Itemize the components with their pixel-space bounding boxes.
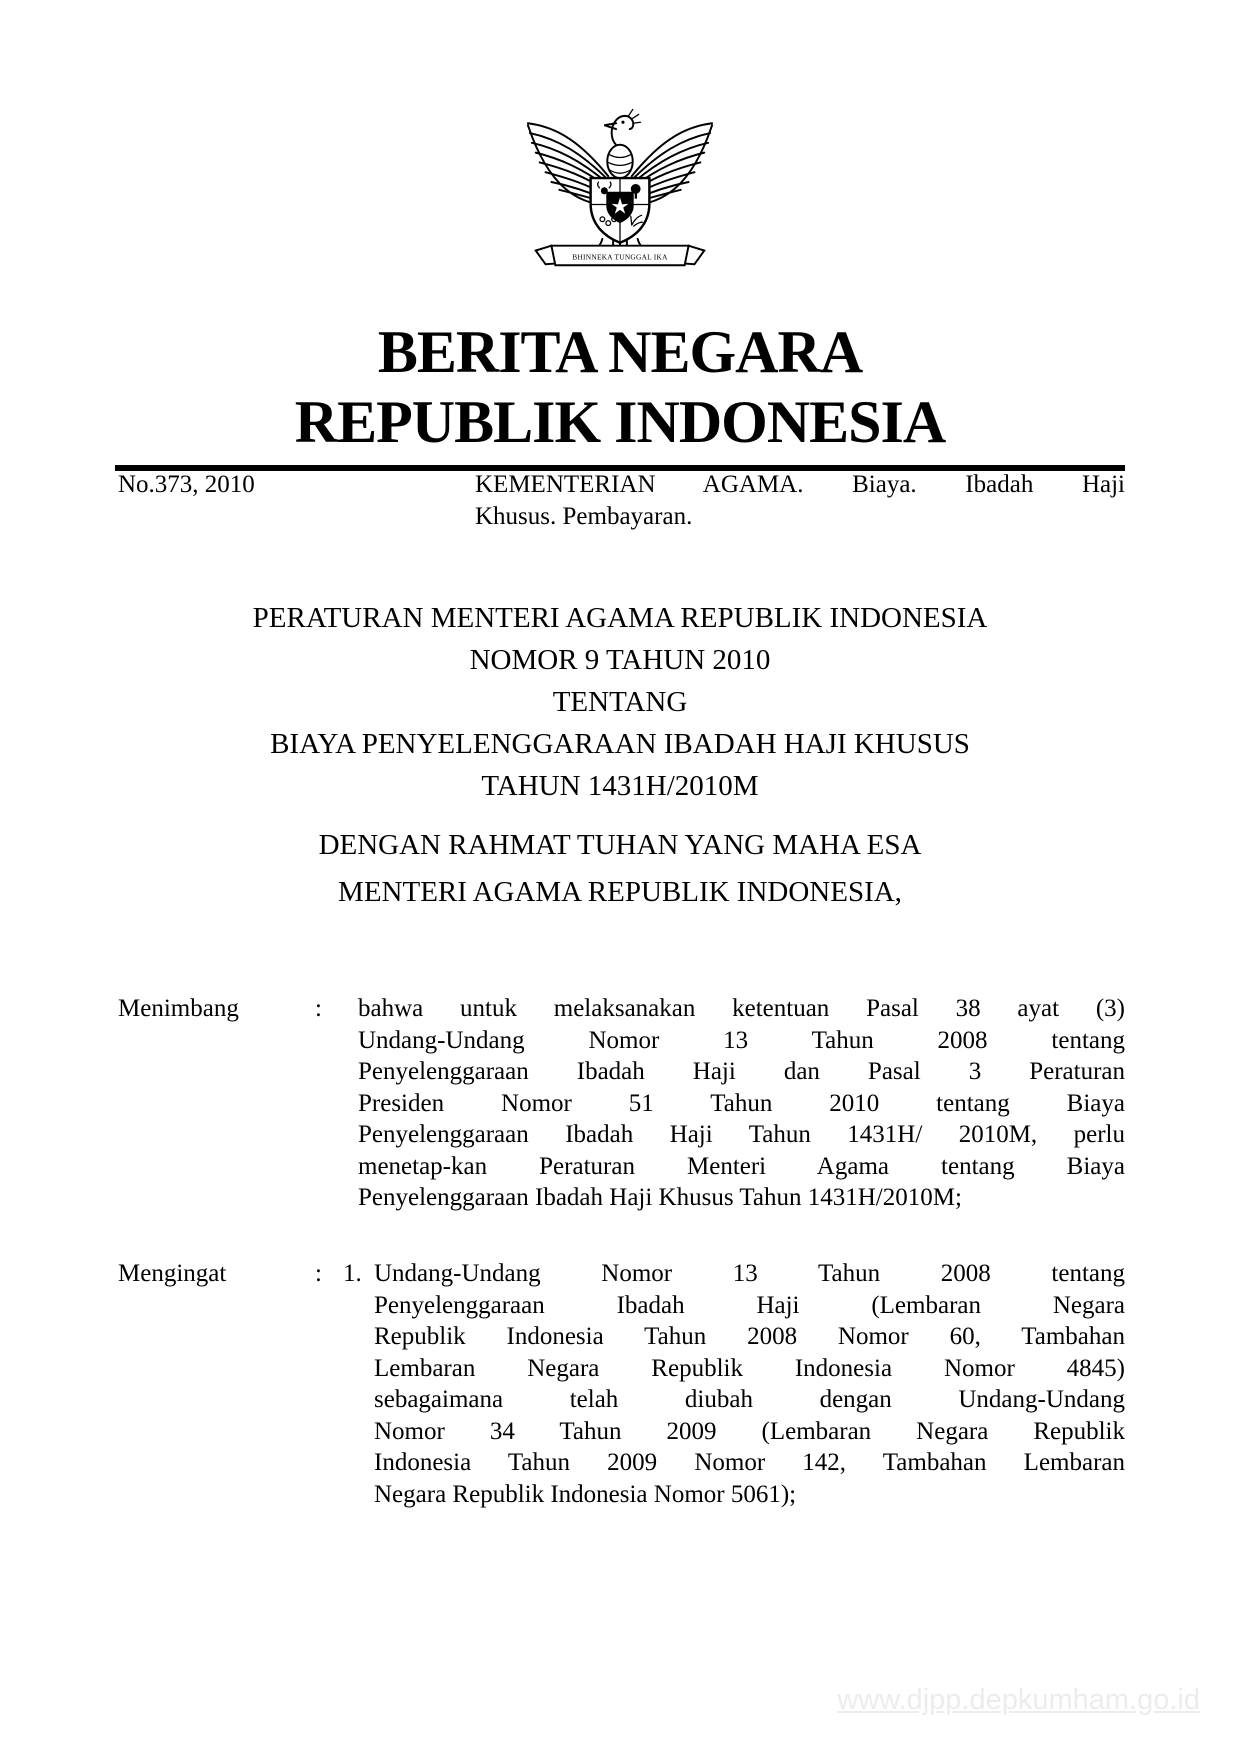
gazette-subject-line1: KEMENTERIAN AGAMA. Biaya. Ibadah Haji	[475, 471, 1125, 498]
heading-line: NOMOR 9 TAHUN 2010	[469, 644, 771, 676]
considerations-line: bahwa untuk melaksanakan ketentuan Pasal 38 ayat (3)	[358, 995, 1125, 1022]
legal-basis-line: Lembaran Negara Republik Indonesia Nomor 4845)	[374, 1354, 1125, 1382]
heading-line: PERATURAN MENTERI AGAMA REPUBLIK INDONESIA	[252, 602, 988, 634]
legal-basis-line: Indonesia Tahun 2009 Nomor 142, Tambahan Lembaran	[374, 1449, 1125, 1476]
considerations-line: Penyelenggaraan Ibadah Haji Khusus Tahun 1431H/2010M;	[358, 1184, 962, 1211]
gazette-masthead-title	[0, 317, 1240, 457]
regulation-heading	[0, 597, 1240, 807]
considerations-label: Menimbang	[118, 995, 239, 1022]
legal-basis-line: Nomor 34 Tahun 2009 (Lembaran Negara Republik	[374, 1417, 1125, 1445]
considerations-line: Penyelenggaraan Ibadah Haji Tahun 1431H/ 2010M, perlu	[358, 1121, 1125, 1148]
legal-basis-item-number: 1.	[343, 1260, 362, 1287]
garuda-emblem-drawing	[522, 86, 718, 278]
gazette-subject-abstract	[475, 469, 1125, 532]
gazette-subject-line2: Khusus. Pembayaran.	[475, 502, 693, 530]
considerations-clause	[118, 993, 1125, 1214]
gazette-title-line1: BERITA NEGARA	[377, 319, 863, 385]
garuda-pancasila-icon	[522, 86, 718, 278]
site-watermark: www.djpp.depkumham.go.id	[837, 1684, 1200, 1716]
considerations-text	[358, 993, 1125, 1214]
legal-basis-label: Mengingat	[118, 1260, 227, 1287]
preamble-line1: DENGAN RAHMAT TUHAN YANG MAHA ESA	[318, 829, 922, 861]
legal-basis-clause	[118, 1258, 1125, 1510]
gazette-number: No.373, 2010	[118, 471, 255, 498]
heading-line: TENTANG	[552, 686, 688, 718]
legal-basis-line: Penyelenggaraan Ibadah Haji (Lembaran Negara	[374, 1291, 1125, 1319]
considerations-line: menetap-kan Peraturan Menteri Agama tentang Biaya	[358, 1152, 1125, 1180]
preamble-line2: MENTERI AGAMA REPUBLIK INDONESIA,	[338, 876, 902, 908]
legal-basis-line: Republik Indonesia Tahun 2008 Nomor 60, Tambahan	[374, 1323, 1125, 1350]
gazette-title-line2: REPUBLIK INDONESIA	[294, 389, 946, 455]
heading-line: TAHUN 1431H/2010M	[481, 770, 759, 802]
legal-basis-line: sebagaimana telah diubah dengan Undang-Undang	[374, 1386, 1125, 1413]
legal-basis-colon: :	[315, 1260, 322, 1287]
considerations-colon: :	[315, 995, 322, 1022]
emblem-motto-text: BHINNEKA TUNGGAL IKA	[572, 252, 668, 262]
legal-basis-text	[374, 1258, 1125, 1510]
legal-basis-line: Undang-Undang Nomor 13 Tahun 2008 tentang	[374, 1260, 1125, 1287]
legal-basis-line: Negara Republik Indonesia Nomor 5061);	[374, 1480, 797, 1508]
considerations-line: Penyelenggaraan Ibadah Haji dan Pasal 3 Peraturan	[358, 1058, 1125, 1085]
considerations-line: Undang-Undang Nomor 13 Tahun 2008 tentang	[358, 1026, 1125, 1054]
preamble-invocation	[0, 822, 1240, 916]
heading-line: BIAYA PENYELENGGARAAN IBADAH HAJI KHUSUS	[270, 728, 970, 760]
considerations-line: Presiden Nomor 51 Tahun 2010 tentang Biaya	[358, 1089, 1125, 1117]
